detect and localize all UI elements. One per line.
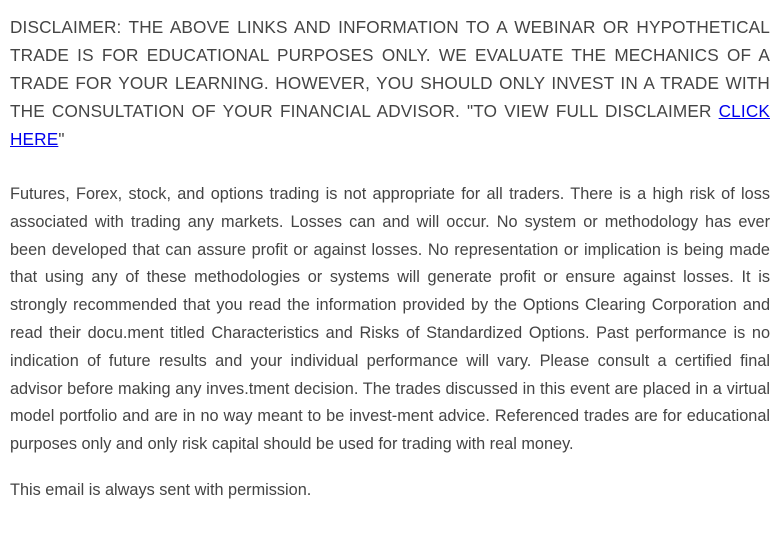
disclaimer-paragraph (10, 13, 770, 153)
permission-note: This email is always sent with permission. (10, 480, 312, 499)
disclaimer-closing-quote: " (58, 129, 65, 149)
full-disclaimer-link[interactable]: CLICK HERE (10, 101, 770, 149)
disclaimer-text: DISCLAIMER: THE ABOVE LINKS AND INFORMATION TO A WEBINAR OR HYPOTHETICAL TRADE IS FOR EDUCATIONAL PURPOSES ONLY. WE EVALUATE THE MECHANICS OF A TRADE FOR YOUR LEARNING. HOWEVER, YOU SHOULD ONLY INVEST IN A TRADE WITH THE CONSULTATION OF YOUR FINANCIAL ADVISOR. "TO VIEW FULL DISCLAIMER (10, 17, 770, 121)
risk-statement-paragraph: Futures, Forex, stock, and options trading is not appropriate for all traders. There is a high risk of loss associated with trading any markets. Losses can and will occur. No system or methodology has ever been developed that can assure profit or against losses. No representation or implication is being made that using any of these methodologies or systems will generate profit or ensure against losses. It is strongly recommended that you read the information provided by the Options Clearing Corporation and read their docu.ment titled Characteristics and Risks of Standardized Options. Past performance is no indication of future results and your individual performance will vary. Please consult a certified final advisor before making any inves.tment decision. The trades discussed in this event are placed in a virtual model portfolio and are in no way meant to be invest-ment advice. Referenced trades are for educational purposes only and only risk capital should be used for trading with real money. (10, 185, 770, 454)
